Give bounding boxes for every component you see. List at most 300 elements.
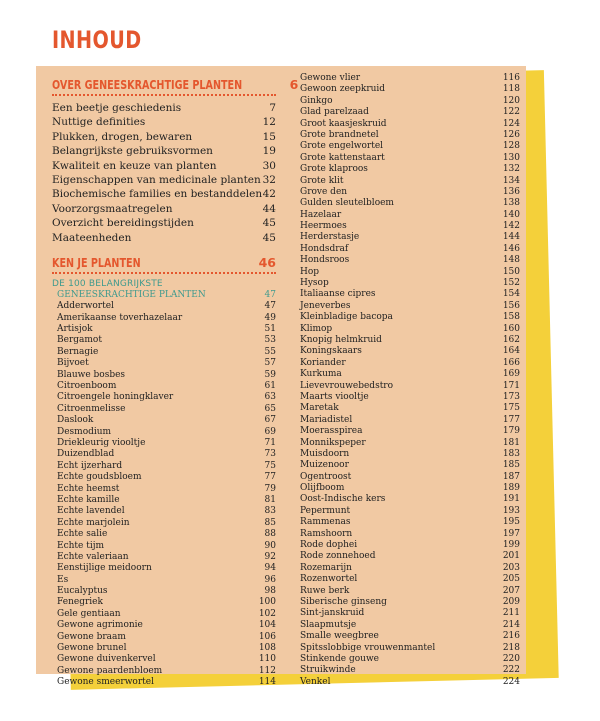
toc-entry-page: 106	[258, 631, 276, 642]
toc-entry[interactable]	[52, 632, 276, 643]
toc-entry-label: Grote engelwortel	[300, 141, 384, 152]
toc-entry[interactable]	[52, 518, 276, 529]
toc-entry-label: Echte goudsbloem	[57, 472, 142, 483]
toc-entry[interactable]	[52, 130, 276, 144]
toc-entry-page: 166	[502, 357, 520, 368]
toc-entry[interactable]	[52, 563, 276, 574]
toc-entry[interactable]	[52, 404, 276, 415]
toc-entry-label: Eenstijlige meidoorn	[57, 563, 152, 574]
toc-entry[interactable]	[52, 159, 276, 173]
toc-entry[interactable]	[298, 449, 520, 460]
toc-entry-label: Lievevrouwebedstro	[300, 380, 394, 391]
toc-entry[interactable]	[298, 631, 520, 642]
toc-entry-label: Hop	[300, 266, 320, 277]
toc-entry-label: Knopig helmkruid	[300, 334, 382, 345]
toc-entry[interactable]	[298, 415, 520, 426]
toc-entry-page: 136	[502, 186, 520, 197]
toc-entry[interactable]	[52, 415, 276, 426]
plants-subtitle-entry[interactable]	[52, 290, 276, 301]
toc-entry-page: 132	[502, 164, 520, 175]
toc-entry-page: 51	[264, 324, 276, 335]
toc-entry[interactable]	[298, 643, 520, 654]
toc-entry-page: 61	[264, 381, 276, 392]
toc-entry[interactable]	[298, 494, 520, 505]
toc-entry-page: 128	[502, 141, 520, 152]
toc-entry-label: Grote brandnetel	[300, 129, 379, 140]
toc-entry-label: Venkel	[300, 676, 331, 687]
toc-entry-label: Bernagie	[57, 346, 99, 357]
toc-entry-page: 45	[262, 231, 276, 244]
toc-entry[interactable]	[298, 346, 520, 357]
toc-entry-label: Gewone smeerwortel	[57, 677, 154, 688]
toc-entry-page: 138	[502, 198, 520, 209]
toc-entry[interactable]	[298, 460, 520, 471]
toc-entry-page: 181	[502, 437, 520, 448]
toc-entry[interactable]	[298, 472, 520, 483]
toc-entry-label: Heermoes	[300, 221, 347, 232]
toc-entry-label: Bergamot	[57, 335, 102, 346]
toc-entry-page: 92	[264, 551, 276, 562]
toc-entry-label: Adderwortel	[57, 301, 114, 312]
toc-entry-page: 173	[502, 391, 520, 402]
toc-entry[interactable]	[298, 438, 520, 449]
toc-entry-page: 185	[502, 460, 520, 471]
toc-entry[interactable]	[52, 438, 276, 449]
toc-entry[interactable]	[298, 426, 520, 437]
toc-entry-label: Plukken, drogen, bewaren	[52, 130, 193, 143]
toc-entry-label: Rozenwortel	[300, 574, 358, 585]
plant-list-left	[52, 301, 276, 688]
toc-entry-page: 195	[502, 517, 520, 528]
toc-entry[interactable]	[298, 210, 520, 221]
toc-entry-label: Bijvoet	[57, 358, 89, 369]
toc-entry-page: 44	[262, 202, 276, 215]
toc-entry-page: 199	[502, 540, 520, 551]
toc-entry[interactable]	[298, 96, 520, 107]
toc-entry-label: Pepermunt	[300, 505, 351, 516]
toc-entry-label: Italiaanse cipres	[300, 289, 376, 300]
toc-entry-page: 140	[502, 209, 520, 220]
toc-entry-label: Rammenas	[300, 517, 351, 528]
toc-entry-page: 216	[502, 631, 520, 642]
toc-entry[interactable]	[298, 198, 520, 209]
toc-entry-label: Koningskaars	[300, 346, 362, 357]
toc-entry[interactable]	[52, 495, 276, 506]
toc-entry-label: Echte kamille	[57, 494, 120, 505]
toc-entry-page: 102	[258, 608, 276, 619]
toc-entry[interactable]	[298, 540, 520, 551]
toc-entry-page: 189	[502, 483, 520, 494]
toc-entry[interactable]	[298, 483, 520, 494]
toc-entry[interactable]	[298, 403, 520, 414]
toc-entry-page: 30	[262, 159, 276, 172]
toc-entry-page: 59	[264, 369, 276, 380]
toc-entry-page: 220	[502, 653, 520, 664]
toc-entry-label: Kurkuma	[300, 369, 342, 380]
toc-entry-label: Voorzorgsmaatregelen	[52, 202, 173, 215]
section-heading-page: 46	[258, 254, 276, 270]
toc-entry-label: Hondsdraf	[300, 243, 349, 254]
toc-entry-label: Mariadistel	[300, 414, 353, 425]
section-heading-label: OVER GENEESKRACHTIGE PLANTEN	[52, 78, 243, 92]
toc-entry-page: 114	[258, 677, 276, 688]
toc-entry-page: 57	[264, 358, 276, 369]
toc-entry-label: Echte valeriaan	[57, 551, 129, 562]
toc-entry-page: 150	[502, 266, 520, 277]
toc-entry-page: 218	[502, 642, 520, 653]
toc-entry-label: Es	[57, 574, 69, 585]
toc-entry-label: Duizendblad	[57, 449, 115, 460]
toc-entry-label: Biochemische families en bestanddelen	[52, 188, 263, 201]
toc-entry-page: 175	[502, 403, 520, 414]
toc-entry-page: 77	[264, 472, 276, 483]
toc-entry[interactable]	[52, 597, 276, 608]
toc-entry-page: 197	[502, 528, 520, 539]
toc-entry-label: Herderstasje	[300, 232, 360, 243]
toc-entry-page: 120	[502, 95, 520, 106]
toc-entry-page: 49	[264, 312, 276, 323]
toc-entry[interactable]	[52, 609, 276, 620]
toc-entry[interactable]	[298, 608, 520, 619]
toc-entry-page: 122	[502, 107, 520, 118]
toc-entry-page: 55	[264, 346, 276, 357]
toc-entry[interactable]	[52, 552, 276, 563]
toc-entry-page: 116	[502, 73, 520, 83]
toc-entry[interactable]	[52, 173, 276, 187]
toc-entry-label: Echte marjolein	[57, 517, 130, 528]
toc-entry[interactable]	[298, 369, 520, 380]
toc-entry-label: Gewone brunel	[57, 643, 127, 654]
toc-entry[interactable]	[52, 449, 276, 460]
toc-entry-page: 193	[502, 505, 520, 516]
toc-entry-page: 100	[258, 597, 276, 608]
page-title: INHOUD	[52, 26, 142, 54]
toc-entry[interactable]	[298, 221, 520, 232]
toc-entry-label: Olijfboom	[300, 483, 345, 494]
toc-entry-label: Grote klit	[300, 175, 344, 186]
toc-entry-page: 63	[264, 392, 276, 403]
toc-entry-page: 53	[264, 335, 276, 346]
toc-entry-label: Monnikspeper	[300, 437, 366, 448]
toc-entry-label: Citroenboom	[57, 381, 117, 392]
toc-entry-label: Belangrijkste gebruiksvormen	[52, 145, 213, 158]
toc-entry-page: 179	[502, 426, 520, 437]
toc-entry[interactable]	[52, 575, 276, 586]
toc-entry-label: Citroenmelisse	[57, 403, 126, 414]
toc-entry-label: Kleinbladige bacopa	[300, 312, 393, 323]
toc-entry-label: Kwaliteit en keuze van planten	[52, 159, 217, 172]
toc-entry-label: Koriander	[300, 357, 346, 368]
toc-entry-page: 94	[264, 563, 276, 574]
toc-entry[interactable]	[52, 654, 276, 665]
toc-entry[interactable]	[298, 232, 520, 243]
toc-entry-page: 183	[502, 448, 520, 459]
toc-entry-label: Hysop	[300, 278, 329, 289]
toc-entry-page: 32	[262, 173, 276, 186]
plants-subtitle: DE 100 BELANGRIJKSTE	[52, 278, 163, 289]
toc-entry[interactable]	[298, 164, 520, 175]
toc-entry-label: Fenegriek	[57, 597, 103, 608]
toc-entry-label: Rode dophei	[300, 540, 358, 551]
toc-entry[interactable]	[52, 427, 276, 438]
plants-subtitle-label: GENEESKRACHTIGE PLANTEN	[57, 289, 206, 300]
toc-entry[interactable]	[52, 335, 276, 346]
section-heading-label: KEN JE PLANTEN	[52, 255, 141, 270]
toc-entry-label: Rozemarijn	[300, 562, 352, 573]
toc-entry-label: Gewone vlier	[300, 73, 361, 83]
toc-entry-page: 224	[502, 676, 520, 687]
toc-entry-page: 164	[502, 346, 520, 357]
toc-entry-page: 214	[502, 619, 520, 630]
toc-entry-page: 69	[264, 426, 276, 437]
toc-entry[interactable]	[52, 472, 276, 483]
toc-entry-page: 134	[502, 175, 520, 186]
toc-entry[interactable]	[298, 586, 520, 597]
toc-entry-label: Hondsroos	[300, 255, 350, 266]
toc-entry-label: Gewoon zeepkruid	[300, 84, 386, 95]
toc-entry-page: 96	[264, 574, 276, 585]
plants-subtitle-page: 47	[264, 289, 276, 300]
toc-entry[interactable]	[298, 506, 520, 517]
toc-entry[interactable]	[298, 153, 520, 164]
toc-entry[interactable]	[52, 620, 276, 631]
toc-entry-page: 205	[502, 574, 520, 585]
toc-entry[interactable]	[298, 244, 520, 255]
toc-entry[interactable]	[52, 101, 276, 115]
toc-entry[interactable]	[52, 347, 276, 358]
toc-entry[interactable]	[298, 255, 520, 266]
toc-entry-page: 79	[264, 483, 276, 494]
toc-entry-label: Driekleurig viooltje	[57, 437, 146, 448]
toc-entry-label: Echte lavendel	[57, 506, 125, 517]
toc-entry[interactable]	[52, 324, 276, 335]
toc-entry[interactable]	[298, 654, 520, 665]
toc-right-column	[298, 73, 520, 688]
toc-entry[interactable]	[298, 278, 520, 289]
toc-entry-page: 45	[262, 217, 276, 230]
toc-entry-label: Hazelaar	[300, 209, 342, 220]
toc-entry-label: Moerasspirea	[300, 426, 363, 437]
toc-entry-page: 191	[502, 494, 520, 505]
toc-entry-page: 110	[258, 654, 276, 665]
toc-entry[interactable]	[52, 358, 276, 369]
toc-entry-label: Muizenoor	[300, 460, 349, 471]
toc-entry[interactable]	[298, 312, 520, 323]
toc-entry[interactable]	[298, 187, 520, 198]
toc-entry-page: 187	[502, 471, 520, 482]
toc-entry[interactable]	[52, 381, 276, 392]
toc-entry-label: Struikwinde	[300, 665, 356, 676]
toc-entry-page: 177	[502, 414, 520, 425]
toc-entry[interactable]	[298, 358, 520, 369]
toc-entry-label: Echte tijm	[57, 540, 105, 551]
plant-list-right	[298, 73, 520, 688]
toc-entry[interactable]	[298, 130, 520, 141]
toc-entry[interactable]	[298, 335, 520, 346]
toc-entry-label: Groot kaasjeskruid	[300, 118, 387, 129]
toc-entry[interactable]	[298, 563, 520, 574]
toc-entry[interactable]	[52, 301, 276, 312]
toc-entry-label: Klimop	[300, 323, 333, 334]
toc-entry[interactable]	[298, 84, 520, 95]
toc-entry-page: 169	[502, 369, 520, 380]
toc-entry-page: 83	[264, 506, 276, 517]
section-heading-page: 6	[289, 77, 299, 92]
toc-entry-label: Gewone duivenkervel	[57, 654, 156, 665]
toc-entry[interactable]	[52, 187, 276, 201]
toc-entry-page: 73	[264, 449, 276, 460]
toc-entry-page: 211	[502, 608, 520, 619]
toc-entry-page: 67	[264, 415, 276, 426]
toc-entry-page: 124	[502, 118, 520, 129]
toc-entry-page: 12	[262, 116, 276, 129]
toc-entry[interactable]	[298, 597, 520, 608]
toc-entry-page: 85	[264, 517, 276, 528]
toc-entry-page: 162	[502, 334, 520, 345]
toc-entry[interactable]	[52, 506, 276, 517]
toc-entry[interactable]	[298, 574, 520, 585]
toc-entry-page: 112	[258, 665, 276, 676]
toc-entry-page: 222	[502, 665, 520, 676]
toc-entry[interactable]	[298, 301, 520, 312]
toc-entry-label: Slaapmutsje	[300, 619, 357, 630]
toc-entry-label: Rode zonnehoed	[300, 551, 376, 562]
toc-entry-label: Sint-janskruid	[300, 608, 365, 619]
toc-entry[interactable]	[298, 289, 520, 300]
toc-entry-label: Muisdoorn	[300, 448, 350, 459]
section-heading-over-planten[interactable]	[52, 76, 299, 96]
toc-entry[interactable]	[298, 392, 520, 403]
toc-entry[interactable]	[52, 216, 276, 230]
toc-entry-page: 160	[502, 323, 520, 334]
toc-entry[interactable]	[298, 119, 520, 130]
toc-entry-label: Amerikaanse toverhazelaar	[57, 312, 183, 323]
toc-entry-page: 81	[264, 494, 276, 505]
toc-entry[interactable]	[298, 324, 520, 335]
toc-entry-label: Eigenschappen van medicinale planten	[52, 173, 261, 186]
toc-entry-page: 88	[264, 529, 276, 540]
toc-entry[interactable]	[52, 392, 276, 403]
toc-left-column	[52, 73, 299, 689]
toc-entry-page: 7	[269, 102, 276, 114]
toc-entry-page: 47	[264, 301, 276, 312]
toc-entry[interactable]	[52, 115, 276, 129]
toc-entry[interactable]	[298, 176, 520, 187]
toc-entry-page: 75	[264, 460, 276, 471]
toc-entry[interactable]	[298, 267, 520, 278]
toc-entry[interactable]	[52, 677, 276, 688]
toc-entry-label: Gewone agrimonie	[57, 620, 143, 631]
toc-entry-label: Spitsslobbige vrouwenmantel	[300, 642, 436, 653]
toc-entry-page: 15	[262, 130, 276, 143]
toc-entry-page: 130	[502, 152, 520, 163]
toc-entry-label: Eucalyptus	[57, 586, 108, 597]
toc-entry-label: Oost-Indische kers	[300, 494, 386, 505]
toc-entry-page: 71	[264, 437, 276, 448]
toc-entry[interactable]	[52, 666, 276, 677]
toc-entry[interactable]	[52, 313, 276, 324]
toc-entry-page: 19	[262, 145, 276, 158]
toc-entry[interactable]	[298, 620, 520, 631]
toc-entry[interactable]	[298, 141, 520, 152]
toc-entry-label: Grote kattenstaart	[300, 152, 385, 163]
toc-entry[interactable]	[298, 73, 520, 84]
toc-entry-page: 203	[502, 562, 520, 573]
toc-entry[interactable]	[298, 517, 520, 528]
toc-entry[interactable]	[298, 107, 520, 118]
toc-entry-label: Maateenheden	[52, 231, 132, 244]
toc-entry-label: Gulden sleutelbloem	[300, 198, 394, 209]
toc-entry[interactable]	[52, 461, 276, 472]
toc-entry[interactable]	[52, 586, 276, 597]
toc-entry-label: Ruwe berk	[300, 585, 350, 596]
toc-entry[interactable]	[298, 381, 520, 392]
toc-entry-page: 154	[502, 289, 520, 300]
toc-entry[interactable]	[52, 529, 276, 540]
toc-entry-label: Siberische ginseng	[300, 596, 387, 607]
toc-entry-label: Artisjok	[57, 324, 93, 335]
toc-entry-label: Stinkende gouwe	[300, 653, 379, 664]
toc-entry-page: 209	[502, 596, 520, 607]
toc-entry-label: Ogentroost	[300, 471, 352, 482]
toc-entry-label: Daslook	[57, 415, 94, 426]
toc-entry-label: Overzicht bereidingstijden	[52, 217, 194, 230]
toc-entry-label: Jeneverbes	[300, 300, 351, 311]
toc-entry-page: 90	[264, 540, 276, 551]
toc-entry[interactable]	[52, 231, 276, 245]
toc-entry-label: Ramshoorn	[300, 528, 353, 539]
toc-entry-label: Maretak	[300, 403, 339, 414]
toc-entry-page: 148	[502, 255, 520, 266]
section-entries	[52, 101, 276, 245]
toc-entry-label: Grote klaproos	[300, 164, 368, 175]
toc-entry-label: Gele gentiaan	[57, 608, 121, 619]
toc-entry[interactable]	[298, 529, 520, 540]
toc-entry-label: Gewone braam	[57, 631, 126, 642]
toc-entry[interactable]	[298, 677, 520, 688]
toc-entry-page: 142	[502, 221, 520, 232]
toc-entry[interactable]	[52, 541, 276, 552]
toc-entry[interactable]	[298, 665, 520, 676]
section-heading-ken-je-planten[interactable]	[52, 254, 276, 274]
toc-entry[interactable]	[52, 643, 276, 654]
toc-entry-label: Echte heemst	[57, 483, 120, 494]
toc-entry-page: 98	[264, 586, 276, 597]
toc-entry-label: Blauwe bosbes	[57, 369, 126, 380]
toc-entry-label: Glad parelzaad	[300, 107, 369, 118]
toc-entry-label: Desmodium	[57, 426, 112, 437]
toc-entry[interactable]	[298, 551, 520, 562]
toc-entry-label: Smalle weegbree	[300, 631, 379, 642]
toc-entry[interactable]	[52, 202, 276, 216]
toc-entry-page: 118	[502, 84, 520, 95]
toc-entry-label: Een beetje geschiedenis	[52, 102, 182, 114]
toc-entry-page: 201	[502, 551, 520, 562]
toc-entry-label: Nuttige definities	[52, 116, 146, 129]
toc-entry-page: 207	[502, 585, 520, 596]
toc-entry-page: 42	[262, 188, 276, 201]
toc-entry[interactable]	[52, 484, 276, 495]
toc-entry-page: 108	[258, 643, 276, 654]
toc-entry[interactable]	[52, 370, 276, 381]
toc-entry-page: 156	[502, 300, 520, 311]
toc-entry-label: Citroengele honingklaver	[57, 392, 174, 403]
toc-entry-label: Grove den	[300, 186, 348, 197]
toc-entry-label: Gewone paardenbloem	[57, 665, 163, 676]
toc-entry-page: 152	[502, 278, 520, 289]
toc-entry-page: 104	[258, 620, 276, 631]
toc-entry[interactable]	[52, 144, 276, 158]
